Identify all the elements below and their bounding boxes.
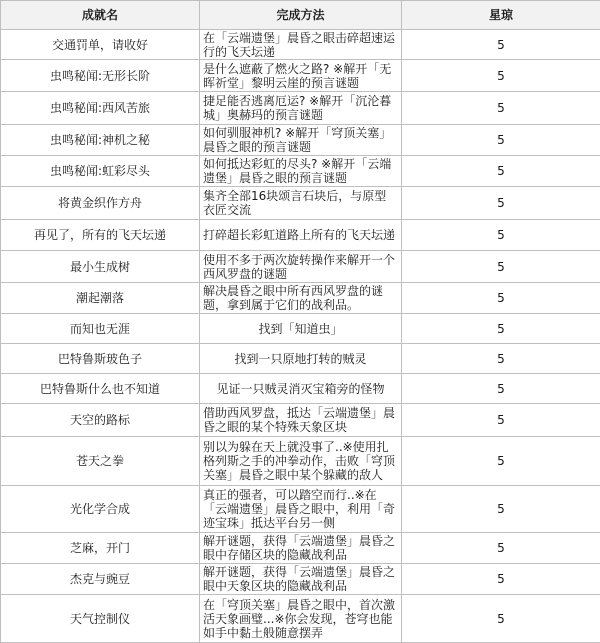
achievement-name-cell: 虫鸣秘闻:西风苦旅 — [1, 92, 200, 125]
table-row — [1, 374, 600, 404]
method-cell: 如何抵达彩虹的尽头? ※解开「云端遗堡」晨昏之眼的预言谜题 — [200, 156, 402, 187]
stars-cell: 5 — [402, 60, 600, 92]
table-row — [1, 156, 600, 187]
method-cell: 使用不多于两次旋转操作来解开一个西风罗盘的谜题 — [200, 251, 402, 283]
stars-cell: 5 — [402, 125, 600, 156]
achievement-name-cell: 光化学合成 — [1, 486, 200, 533]
table-row — [1, 283, 600, 314]
method-cell: 如何驯服神机? ※解开「穹顶关塞」晨昏之眼的预言谜题 — [200, 125, 402, 156]
table-row — [1, 595, 600, 643]
method-cell: 借助西风罗盘，抵达「云端遗堡」晨昏之眼的某个特殊天象区块 — [200, 404, 402, 437]
table-header-row — [1, 1, 600, 30]
table-row — [1, 344, 600, 374]
table-row — [1, 533, 600, 564]
table-row — [1, 314, 600, 344]
stars-cell: 5 — [402, 533, 600, 564]
stars-cell: 5 — [402, 92, 600, 125]
method-cell: 解开谜题，获得「云端遗堡」晨昏之眼中天象区块的隐藏战利品 — [200, 564, 402, 595]
table-row — [1, 437, 600, 486]
achievement-name-cell: 虫鸣秘闻:虹彩尽头 — [1, 156, 200, 187]
stars-cell: 5 — [402, 251, 600, 283]
method-cell: 别以为躲在天上就没事了..※使用扎格列斯之手的冲拳动作，击败「穹顶关塞」晨昏之眼中某个躲藏的敌人 — [200, 437, 402, 486]
achievement-name-cell: 交通罚单，请收好 — [1, 30, 200, 60]
achievement-name-cell: 虫鸣秘闻:无形长阶 — [1, 60, 200, 92]
achievement-name-cell: 潮起潮落 — [1, 283, 200, 314]
table-row — [1, 486, 600, 533]
stars-cell: 5 — [402, 30, 600, 60]
stars-cell: 5 — [402, 564, 600, 595]
achievement-name-cell: 苍天之拳 — [1, 437, 200, 486]
stars-cell: 5 — [402, 283, 600, 314]
stars-cell: 5 — [402, 344, 600, 374]
achievement-name-cell: 虫鸣秘闻:神机之秘 — [1, 125, 200, 156]
stars-cell: 5 — [402, 486, 600, 533]
method-cell: 找到一只原地打转的贼灵 — [200, 344, 402, 374]
stars-cell: 5 — [402, 404, 600, 437]
table-row — [1, 125, 600, 156]
table-row — [1, 30, 600, 60]
achievement-name-cell: 杰克与豌豆 — [1, 564, 200, 595]
table-row — [1, 60, 600, 92]
method-cell: 是什么遮蔽了燃火之路? ※解开「无晖祈堂」黎明云崖的预言谜题 — [200, 60, 402, 92]
table-row — [1, 92, 600, 125]
method-cell: 捷足能否逃离厄运? ※解开「沉沦暮城」奥赫玛的预言谜题 — [200, 92, 402, 125]
table-row — [1, 220, 600, 251]
achievement-name-cell: 最小生成树 — [1, 251, 200, 283]
achievement-name-cell: 再见了，所有的飞天坛递 — [1, 220, 200, 251]
stars-cell: 5 — [402, 187, 600, 220]
achievement-name-cell: 芝麻，开门 — [1, 533, 200, 564]
table-row — [1, 251, 600, 283]
table-row — [1, 187, 600, 220]
method-cell: 真正的强者，可以踏空而行..※在「云端遗堡」晨昏之眼中，利用「奇迹宝珠」抵达平台另一侧 — [200, 486, 402, 533]
achievement-name-cell: 天空的路标 — [1, 404, 200, 437]
method-cell: 在「云端遗堡」晨昏之眼击碎超速运行的飞天坛递 — [200, 30, 402, 60]
column-header-method: 完成方法 — [200, 1, 402, 30]
method-cell: 在「穹顶关塞」晨昏之眼中，首次激活天象画璧...※你会发现，苍穹也能如手中黏土般随意摆弄 — [200, 595, 402, 643]
method-cell: 解开谜题，获得「云端遗堡」晨昏之眼中存储区块的隐藏战利品 — [200, 533, 402, 564]
stars-cell: 5 — [402, 595, 600, 643]
achievement-name-cell: 巴特鲁斯玻色子 — [1, 344, 200, 374]
achievement-name-cell: 而知也无涯 — [1, 314, 200, 344]
stars-cell: 5 — [402, 437, 600, 486]
method-cell: 找到「知道虫」 — [200, 314, 402, 344]
method-cell: 打碎超长彩虹道路上所有的飞天坛递 — [200, 220, 402, 251]
stars-cell: 5 — [402, 374, 600, 404]
table-row — [1, 404, 600, 437]
table-row — [1, 564, 600, 595]
column-header-achievement: 成就名 — [1, 1, 200, 30]
stars-cell: 5 — [402, 156, 600, 187]
achievement-name-cell: 天气控制仪 — [1, 595, 200, 643]
method-cell: 见证一只贼灵消灭宝箱旁的怪物 — [200, 374, 402, 404]
stars-cell: 5 — [402, 220, 600, 251]
method-cell: 集齐全部16块颂言石块后，与原型衣匠交流 — [200, 187, 402, 220]
column-header-stars: 星琼 — [402, 1, 600, 30]
stars-cell: 5 — [402, 314, 600, 344]
method-cell: 解决晨昏之眼中所有西风罗盘的谜题，拿到属于它们的战利品。 — [200, 283, 402, 314]
achievement-name-cell: 巴特鲁斯什么也不知道 — [1, 374, 200, 404]
achievement-name-cell: 将黄金织作方舟 — [1, 187, 200, 220]
